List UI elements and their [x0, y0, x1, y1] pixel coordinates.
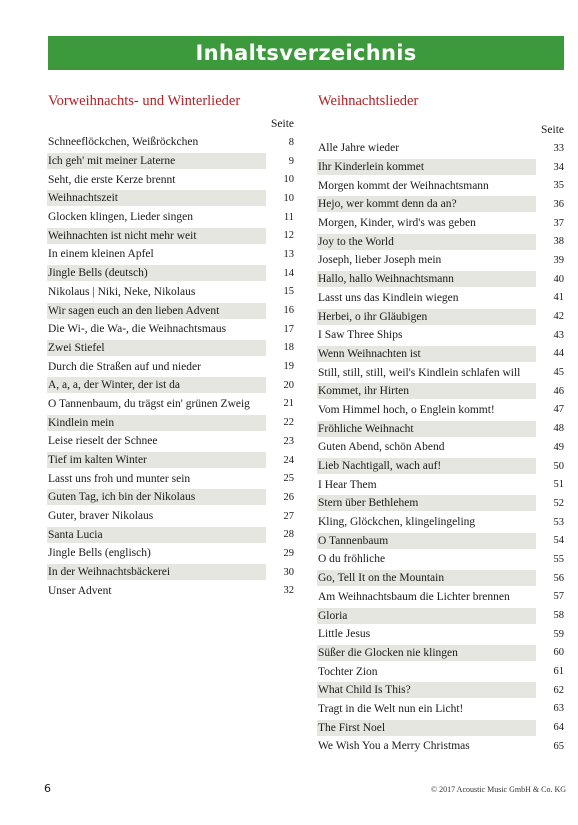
page-ref: 59 — [553, 628, 564, 640]
page-ref: 20 — [283, 379, 294, 391]
page-ref: 11 — [283, 211, 294, 223]
song-title: Hallo, hallo Weihnachtsmann — [317, 271, 536, 287]
list-item — [44, 395, 296, 414]
page-ref: 63 — [553, 703, 564, 715]
list-item — [44, 264, 296, 283]
list-item — [314, 251, 566, 270]
song-title: Schneeflöckchen, Weißröckchen — [48, 136, 199, 149]
page-title: Inhaltsverzeichnis — [195, 41, 417, 65]
page-ref: 10 — [283, 174, 294, 186]
song-title: Lasst uns froh und munter sein — [48, 472, 191, 485]
list-item — [314, 569, 566, 588]
list-item — [314, 176, 566, 195]
list-item — [314, 457, 566, 476]
list-item — [44, 469, 296, 488]
page-ref: 9 — [288, 155, 294, 167]
page-ref: 24 — [283, 454, 294, 466]
page-ref: 37 — [553, 217, 564, 229]
song-title: What Child Is This? — [317, 682, 536, 698]
list-item — [314, 158, 566, 177]
page-ref: 8 — [288, 136, 294, 148]
list-item — [44, 170, 296, 189]
page-ref: 28 — [283, 529, 294, 541]
page-column-header: Seite — [271, 118, 294, 130]
song-title: Lasst uns das Kindlein wiegen — [318, 291, 459, 304]
list-item — [314, 625, 566, 644]
page-ref: 62 — [553, 684, 564, 696]
list-item — [314, 494, 566, 513]
song-title: Wenn Weihnachten ist — [317, 346, 536, 362]
song-title: Weihnachtszeit — [47, 190, 266, 206]
title-banner — [48, 36, 564, 70]
list-item — [314, 270, 566, 289]
list-item — [314, 513, 566, 532]
list-item — [44, 488, 296, 507]
page-ref: 56 — [553, 572, 564, 584]
list-item — [44, 432, 296, 451]
song-title: Morgen kommt der Weihnachtsmann — [318, 179, 489, 192]
list-item — [314, 606, 566, 625]
song-title: Leise rieselt der Schnee — [48, 435, 158, 448]
page-ref: 48 — [553, 423, 564, 435]
page-ref: 17 — [283, 323, 294, 335]
list-item — [314, 326, 566, 345]
page-ref: 13 — [283, 248, 294, 260]
page-ref: 58 — [553, 610, 564, 622]
page-ref: 54 — [553, 535, 564, 547]
song-title: Alle Jahre wieder — [318, 142, 400, 155]
list-item — [314, 382, 566, 401]
page-ref: 18 — [283, 342, 294, 354]
song-title: Seht, die erste Kerze brennt — [48, 173, 176, 186]
song-title: Am Weihnachtsbaum die Lichter brennen — [318, 590, 510, 603]
list-item — [44, 226, 296, 245]
song-title: O Tannenbaum, du trägst ein' grünen Zweig — [48, 397, 250, 410]
page-ref: 51 — [553, 479, 564, 491]
song-title: O du fröhliche — [318, 553, 386, 566]
list-item — [44, 507, 296, 526]
song-title: Vom Himmel hoch, o Englein kommt! — [318, 403, 495, 416]
list-item — [314, 718, 566, 737]
list-item — [314, 307, 566, 326]
page-ref: 50 — [553, 460, 564, 472]
song-title: Tochter Zion — [318, 665, 378, 678]
song-title: Kindlein mein — [47, 415, 266, 431]
song-title: Hejo, wer kommt denn da an? — [317, 196, 536, 212]
list-item — [44, 582, 296, 601]
list-item — [44, 544, 296, 563]
section-title-winterlieder: Vorweihnachts- und Winterlieder — [48, 93, 241, 109]
page-ref: 55 — [553, 553, 564, 565]
list-item — [314, 662, 566, 681]
section-title-weihnachtslieder: Weihnachtslieder — [318, 93, 419, 109]
page-ref: 16 — [283, 305, 294, 317]
page-ref: 38 — [553, 236, 564, 248]
list-item — [314, 438, 566, 457]
left-column — [44, 93, 296, 600]
song-list-right — [314, 139, 566, 756]
page-ref: 39 — [553, 254, 564, 266]
list-item — [314, 363, 566, 382]
list-item — [44, 283, 296, 302]
song-list-left — [44, 133, 296, 600]
page-ref: 21 — [283, 398, 294, 410]
song-title: Ich geh' mit meiner Laterne — [47, 153, 266, 169]
page-ref: 33 — [553, 142, 564, 154]
song-title: Stern über Bethlehem — [317, 495, 536, 511]
list-item — [44, 301, 296, 320]
song-title: Zwei Stiefel — [47, 340, 266, 356]
song-title: The First Noel — [317, 720, 536, 736]
list-item — [314, 345, 566, 364]
list-item — [44, 339, 296, 358]
song-title: Santa Lucia — [47, 527, 266, 543]
song-title: Nikolaus | Niki, Neke, Nikolaus — [48, 285, 196, 298]
song-title: Durch die Straßen auf und nieder — [48, 360, 201, 373]
list-item — [314, 214, 566, 233]
song-title: In der Weihnachtsbäckerei — [47, 564, 266, 580]
page-ref: 60 — [553, 647, 564, 659]
page-ref: 53 — [553, 516, 564, 528]
page-ref: 26 — [283, 491, 294, 503]
song-title: Guter, braver Nikolaus — [48, 510, 154, 523]
page-ref: 43 — [553, 329, 564, 341]
list-item — [314, 531, 566, 550]
song-title: Unser Advent — [48, 584, 112, 597]
page-ref: 46 — [553, 385, 564, 397]
list-item — [44, 357, 296, 376]
list-item — [314, 232, 566, 251]
list-item — [314, 700, 566, 719]
page-ref: 27 — [283, 510, 294, 522]
page-ref: 42 — [553, 311, 564, 323]
song-title: Weihnachten ist nicht mehr weit — [47, 228, 266, 244]
list-item — [44, 245, 296, 264]
page-ref: 36 — [553, 198, 564, 210]
list-item — [314, 289, 566, 308]
song-title: Ihr Kinderlein kommet — [317, 159, 536, 175]
list-item — [314, 475, 566, 494]
list-item — [44, 525, 296, 544]
page-ref: 35 — [553, 180, 564, 192]
page-ref: 40 — [553, 273, 564, 285]
list-item — [44, 563, 296, 582]
song-title: Guten Abend, schön Abend — [318, 441, 445, 454]
song-title: Go, Tell It on the Mountain — [317, 570, 536, 586]
copyright-notice: © 2017 Acoustic Music GmbH & Co. KG — [431, 785, 566, 794]
song-title: Joseph, lieber Joseph mein — [318, 254, 442, 267]
page-ref: 25 — [283, 473, 294, 485]
song-title: Morgen, Kinder, wird's was geben — [318, 217, 476, 230]
page-ref: 10 — [283, 192, 294, 204]
page-ref: 22 — [283, 417, 294, 429]
page-ref: 64 — [553, 722, 564, 734]
list-item — [44, 376, 296, 395]
list-item — [44, 320, 296, 339]
song-title: I Saw Three Ships — [318, 329, 403, 342]
list-item — [314, 195, 566, 214]
list-item — [44, 133, 296, 152]
list-item — [314, 550, 566, 569]
page-ref: 49 — [553, 441, 564, 453]
song-title: Gloria — [317, 608, 536, 624]
list-item — [314, 139, 566, 158]
song-title: A, a, a, der Winter, der ist da — [47, 377, 266, 393]
list-item — [314, 401, 566, 420]
song-title: Tief im kalten Winter — [47, 452, 266, 468]
list-item — [314, 588, 566, 607]
page-ref: 19 — [283, 361, 294, 373]
page-ref: 65 — [553, 740, 564, 752]
page-ref: 30 — [283, 566, 294, 578]
page-ref: 61 — [553, 666, 564, 678]
page-column-header: Seite — [541, 124, 564, 136]
song-title: O Tannenbaum — [317, 533, 536, 549]
song-title: Little Jesus — [318, 628, 371, 641]
song-title: In einem kleinen Apfel — [48, 248, 154, 261]
song-title: Fröhliche Weihnacht — [317, 421, 536, 437]
page-ref: 47 — [553, 404, 564, 416]
list-item — [44, 152, 296, 171]
page-ref: 23 — [283, 435, 294, 447]
page-ref: 29 — [283, 547, 294, 559]
list-item — [314, 681, 566, 700]
page-ref: 57 — [553, 591, 564, 603]
song-title: Kling, Glöckchen, klingelingeling — [318, 516, 476, 529]
song-title: Joy to the World — [317, 234, 536, 250]
song-title: Die Wi-, die Wa-, die Weihnachtsmaus — [48, 323, 227, 336]
page-ref: 41 — [553, 292, 564, 304]
list-item — [314, 419, 566, 438]
page-ref: 34 — [553, 161, 564, 173]
right-column — [314, 93, 566, 756]
page-ref: 12 — [283, 230, 294, 242]
song-title: Jingle Bells (englisch) — [48, 547, 151, 560]
song-title: We Wish You a Merry Christmas — [318, 740, 470, 753]
song-title: Lieb Nachtigall, wach auf! — [317, 458, 536, 474]
list-item — [44, 189, 296, 208]
list-item — [44, 208, 296, 227]
list-item — [44, 451, 296, 470]
page-ref: 52 — [553, 497, 564, 509]
song-title: Tragt in die Welt nun ein Licht! — [318, 702, 464, 715]
page-ref: 45 — [553, 367, 564, 379]
song-title: Wir sagen euch an den lieben Advent — [47, 303, 266, 319]
song-title: I Hear Them — [318, 478, 377, 491]
list-item — [314, 644, 566, 663]
page-ref: 15 — [283, 286, 294, 298]
song-title: Herbei, o ihr Gläubigen — [317, 309, 536, 325]
page-ref: 14 — [283, 267, 294, 279]
list-item — [314, 737, 566, 756]
page-ref: 32 — [283, 585, 294, 597]
song-title: Glocken klingen, Lieder singen — [48, 211, 193, 224]
list-item — [44, 413, 296, 432]
page-ref: 44 — [553, 348, 564, 360]
song-title: Süßer die Glocken nie klingen — [317, 645, 536, 661]
song-title: Jingle Bells (deutsch) — [47, 265, 266, 281]
song-title: Kommet, ihr Hirten — [317, 383, 536, 399]
page-number: 6 — [44, 782, 51, 795]
song-title: Guten Tag, ich bin der Nikolaus — [47, 489, 266, 505]
song-title: Still, still, still, weil's Kindlein schlafen will — [318, 366, 521, 379]
